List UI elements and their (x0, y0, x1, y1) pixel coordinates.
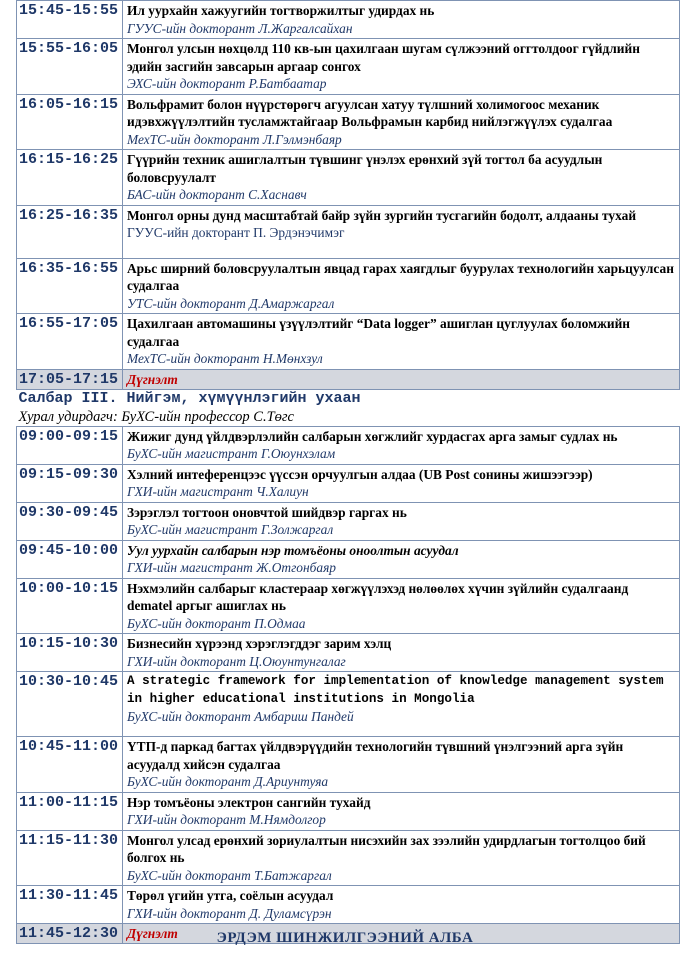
session-title: ҮТП-д паркад багтах үйлдвэрүүдийн технологийн түвшний үнэлгээний арга зүйн асуудалд хийсэн судалгаа (127, 739, 624, 772)
session-time: 10:00-10:15 (17, 578, 123, 634)
section-title: Салбар III. Нийгэм, хүмүүнлэгийн ухаан (18, 389, 361, 407)
section-header (17, 389, 680, 426)
session-author: БуХС-ийн магистрант Г.Золжаргал (127, 522, 334, 537)
session-details (123, 39, 680, 95)
session-author: БуХС-ийн докторант Амбариш Пандей (127, 709, 354, 724)
session-row (17, 502, 680, 540)
session-time: 16:55-17:05 (17, 314, 123, 370)
session-row (17, 205, 680, 258)
session-row (17, 258, 680, 314)
session-details (123, 94, 680, 150)
break-label: Дүгнэлт (127, 371, 178, 387)
session-author: БуХС-ийн докторант Т.Батжаргал (127, 867, 332, 883)
session-row (17, 578, 680, 634)
footer-department: ЭРДЭМ ШИНЖИЛГЭЭНИЙ АЛБА (216, 930, 474, 946)
session-time: 10:15-10:30 (17, 634, 123, 672)
session-details (123, 502, 680, 540)
session-row (17, 737, 680, 793)
session-author: ГХИ-ийн магистрант Ж.Отгонбаяр (127, 560, 336, 575)
session-time: 15:45-15:55 (17, 1, 123, 39)
session-title: Төрөл үгийн утга, соёлын асуудал (127, 888, 334, 903)
session-author: ГХИ-ийн магистрант Ч.Халиун (127, 484, 309, 499)
session-title: Зэрэглэл тогтоон оновчтой шийдвэр гаргах нь (127, 504, 407, 520)
session-row (17, 672, 680, 737)
session-details (123, 792, 680, 830)
session-details (123, 205, 680, 258)
session-title: Цахилгаан автомашины үзүүлэлтийг “Data logger” ашиглан цуглуулах боломжийн судалгаа (127, 316, 631, 349)
session-details (123, 578, 680, 634)
session-time: 10:45-11:00 (17, 737, 123, 793)
session-details (123, 150, 680, 206)
session-time: 16:25-16:35 (17, 205, 123, 258)
break-time: 11:45-12:30 (17, 924, 123, 944)
session-title: Монгол улсын нөхцөлд 110 кв-ын цахилгаан шугам сүлжээний оггтолдоог гүйдлийн эдийн засгийн завсарын аргаар сонгох (127, 41, 640, 74)
session-time: 11:00-11:15 (17, 792, 123, 830)
session-time: 16:05-16:15 (17, 94, 123, 150)
session-row (17, 150, 680, 206)
session-title: Монгол улсад ерөнхий зориулалтын нисэхийн зах зээлийн удирдлагын тогтолцоо бий болгох нь (127, 832, 646, 865)
session-author: БуХС-ийн магистрант Г.Оюунхэлам (127, 446, 336, 461)
session-time: 10:30-10:45 (17, 672, 123, 737)
session-time: 09:00-09:15 (17, 426, 123, 464)
session-author: БуХС-ийн докторант П.Одмаа (127, 615, 306, 631)
session-author: БАС-ийн докторант С.Хаснавч (127, 187, 307, 202)
session-time: 15:55-16:05 (17, 39, 123, 95)
session-details (123, 314, 680, 370)
session-author: БуХС-ийн докторант Д.Ариунтуяа (127, 774, 329, 789)
session-details (123, 1, 680, 39)
session-title: Хэлний интеференцээс үүссэн орчуулгын алдаа (UB Post сонины жишээгээр) (127, 466, 593, 482)
session-details (123, 540, 680, 578)
session-title: Нэхмэлийн салбарыг кластерaар хөгжүүлэхэд нөлөөлөх хүчин зүйлийн судалгаанд dematel аргыг ашиглах нь (127, 580, 629, 613)
session-author: ГХИ-ийн докторант М.Нямдолгор (127, 812, 326, 827)
schedule-body-part-2 (17, 426, 680, 924)
session-title: Уул уурхайн салбарын нэр томъёоны оноолтын асуудал (127, 542, 459, 558)
session-author: МехТС-ийн докторант Л.Гэлмэнбаяр (127, 131, 342, 147)
session-details (123, 672, 680, 737)
session-time: 11:15-11:30 (17, 830, 123, 886)
session-title: Гүүрийн техник ашиглалтын түвшинг үнэлэх ерөнхий зүй тогтол ба асуудлын боловсруулалт (127, 152, 603, 185)
session-author: ГХИ-ийн докторант Д. Дуламсүрэн (127, 905, 332, 921)
session-details (123, 426, 680, 464)
session-title: Вольфрамит болон нүүрстөрөгч агуулсан хатуу түлшний холимогоос механик идэвхжүүлэлтийн тусламжтайгаар Вольфрамын карбид нийлэгжүүлэх судалгаа (127, 96, 613, 129)
section-header-group (17, 389, 680, 426)
schedule-table (16, 0, 680, 944)
session-row (17, 94, 680, 150)
session-row (17, 426, 680, 464)
session-row (17, 540, 680, 578)
session-time: 09:30-09:45 (17, 502, 123, 540)
session-row (17, 830, 680, 886)
session-author: ГУУС-ийн докторант Л.Жаргалсайхан (127, 20, 353, 36)
session-author: УТС-ийн докторант Д.Амаржаргал (127, 295, 335, 311)
session-row (17, 39, 680, 95)
session-author: ГХИ-ийн докторант Ц.Оюунтунгалаг (127, 653, 346, 669)
session-details (123, 737, 680, 793)
break-row (17, 369, 680, 389)
break-row-group-1 (17, 369, 680, 389)
session-time: 11:30-11:45 (17, 886, 123, 924)
session-title: A strategic framework for implementation of knowledge management system in higher educational institutions in Mongolia (127, 674, 664, 706)
schedule-body-part-1 (17, 1, 680, 370)
session-time: 16:35-16:55 (17, 258, 123, 314)
break-label: Дүгнэлт (127, 926, 178, 941)
session-time: 16:15-16:25 (17, 150, 123, 206)
session-row (17, 464, 680, 502)
break-time: 17:05-17:15 (17, 369, 123, 389)
session-title: Жижиг дунд үйлдвэрлэлийн салбарын хөгжлийг хурдасгах арга замыг судлах нь (127, 428, 618, 444)
session-row (17, 634, 680, 672)
session-title: Нэр томъёоны электрон сангийн тухайд (127, 794, 371, 810)
session-author: ГУУС-ийн докторант П. Эрдэнэчимэг (127, 225, 345, 240)
session-row (17, 314, 680, 370)
session-title: Бизнесийн хүрээнд хэрэглэгддэг зарим хэлц (127, 636, 392, 651)
section-chair: Хурал удирдагч: БуХС-ийн профессор С.Төгс (18, 408, 294, 425)
session-row (17, 1, 680, 39)
session-title: Монгол орны дунд масштабтай байр зүйн зургийн тусгагийн бодолт, алдааны тухай (127, 207, 637, 223)
session-details (123, 830, 680, 886)
session-details (123, 886, 680, 924)
session-author: ЭХС-ийн докторант Р.Батбаатар (127, 76, 327, 91)
session-author: МехТС-ийн докторант Н.Мөнхзул (127, 351, 323, 366)
session-time: 09:15-09:30 (17, 464, 123, 502)
session-details (123, 634, 680, 672)
session-row (17, 886, 680, 924)
session-details (123, 464, 680, 502)
session-title: Арьс ширний боловсруулалтын явцад гарах хаягдлыг буурулах технологийн харьцуулсан судалгаа (127, 260, 674, 293)
session-details (123, 258, 680, 314)
session-time: 09:45-10:00 (17, 540, 123, 578)
session-title: Ил уурхайн хажуугийн тогтворжилтыг удирдах нь (127, 3, 435, 18)
session-row (17, 792, 680, 830)
